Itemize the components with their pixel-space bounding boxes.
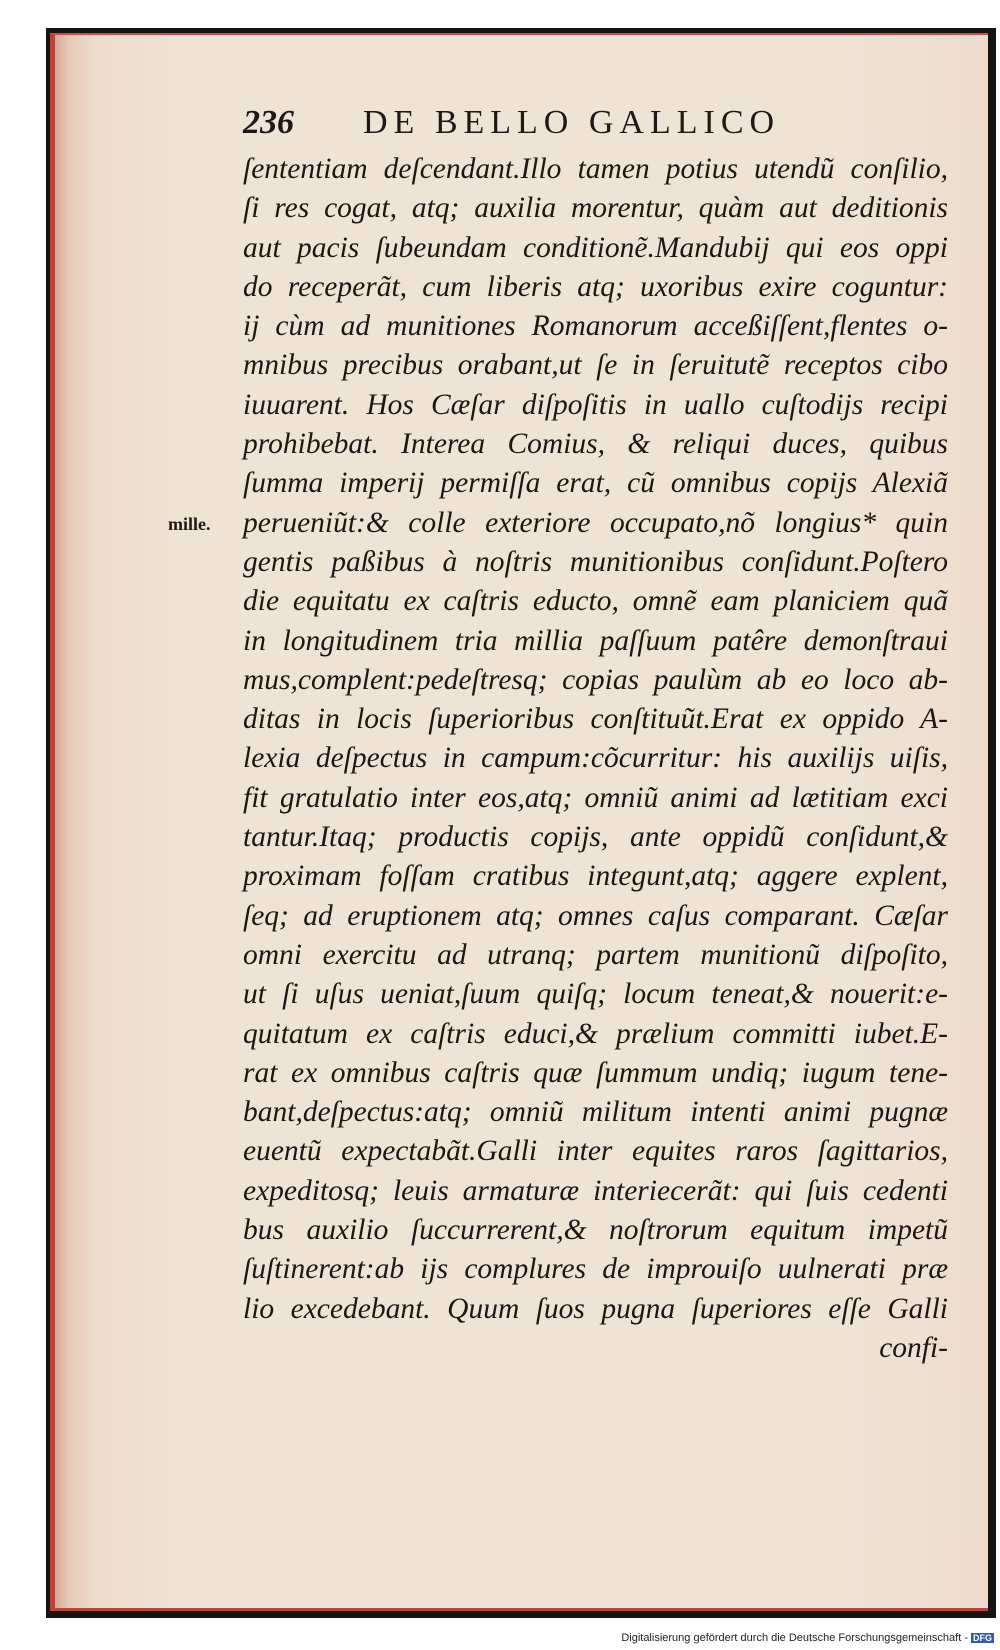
text-line: bant,deſpectus:atq; omniũ militum intenti animi pugnæ: [243, 1096, 948, 1129]
page-number: 236: [243, 104, 294, 141]
text-line: ut ſi uſus ueniat,ſuum quiſq; locum teneat,& nouerit:e-: [243, 978, 948, 1011]
text-line: perueniũt:& colle exteriore occupato,nõ longius* quin: [243, 506, 948, 539]
text-line: prohibebat. Interea Comius, & reliqui duces, quibus: [243, 428, 948, 461]
text-line: lio excedebant. Quum ſuos pugna ſuperiores eſſe Galli: [243, 1292, 948, 1325]
text-line: aut pacis ſubeundam conditionẽ.Mandubij qui eos oppi: [243, 231, 948, 264]
text-line: proximam foſſam cratibus integunt,atq; aggere explent,: [243, 860, 948, 893]
body-text: [243, 150, 948, 1368]
text-line: ſuſtinerent:ab ijs complures de improuiſo uulnerati præ: [243, 1253, 948, 1286]
text-line: euentũ expectabãt.Galli inter equites raros ſagittarios,: [243, 1135, 948, 1168]
digitization-footer: [621, 1632, 994, 1644]
dfg-logo: DFG: [973, 1633, 992, 1644]
page-header: [243, 104, 863, 150]
text-line: iuuarent. Hos Cæſar diſpoſitis in uallo cuſtodijs recipi: [243, 388, 948, 421]
footer-text: Digitalisierung gefördert durch die Deutsche Forschungsgemeinschaft -: [621, 1632, 968, 1644]
text-line: bus auxilio ſuccurrerent,& noſtrorum equitum impetũ: [243, 1214, 948, 1247]
text-line: die equitatu ex caſtris educto, omnẽ eam planiciem quã: [243, 585, 948, 618]
text-line: ditas in locis ſuperioribus conſtituũt.Erat ex oppido A-: [243, 703, 948, 736]
margin-note: mille.: [168, 514, 211, 534]
text-line: mus,complent:pedeſtresq; copias paulùm ab eo loco ab-: [243, 663, 948, 696]
text-line: confi-: [879, 1331, 948, 1364]
text-line: in longitudinem tria millia paſſuum patêre demonſtraui: [243, 624, 948, 657]
text-line: gentis paßibus à noſtris munitionibus conſidunt.Poſtero: [243, 545, 948, 578]
text-line: quitatum ex caſtris educi,& prælium committi iubet.E-: [243, 1017, 948, 1050]
text-line: expeditosq; leuis armaturæ interiecerãt: qui ſuis cedenti: [243, 1174, 948, 1207]
text-line: fit gratulatio inter eos,atq; omniũ animi ad lætitiam exci: [243, 781, 948, 814]
text-line: ſi res cogat, atq; auxilia morentur, quàm aut deditionis: [243, 192, 948, 225]
running-title: DE BELLO GALLICO: [363, 104, 781, 141]
text-line: rat ex omnibus caſtris quæ ſummum undiq; iugum tene-: [243, 1056, 948, 1089]
text-line: ij cùm ad munitiones Romanorum acceßiſſent,flentes o-: [243, 310, 948, 343]
text-line: ſententiam deſcendant.Illo tamen potius utendũ conſilio,: [243, 153, 948, 185]
text-line: do receperãt, cum liberis atq; uxoribus exire coguntur:: [243, 270, 948, 303]
text-line: ſumma imperij permiſſa erat, cũ omnibus copijs Alexiã: [243, 467, 948, 500]
text-line: ſeq; ad eruptionem atq; omnes caſus comparant. Cæſar: [243, 899, 948, 932]
text-line: lexia deſpectus in campum:cõcurritur: his auxilijs uiſis,: [243, 742, 948, 775]
text-line: omni exercitu ad utranq; partem munitionũ diſpoſito,: [243, 938, 948, 971]
text-line: tantur.Itaq; productis copijs, ante oppidũ conſidunt,&: [243, 821, 948, 854]
text-line: mnibus precibus orabant,ut ſe in ſeruitutẽ receptos cibo: [243, 349, 948, 382]
